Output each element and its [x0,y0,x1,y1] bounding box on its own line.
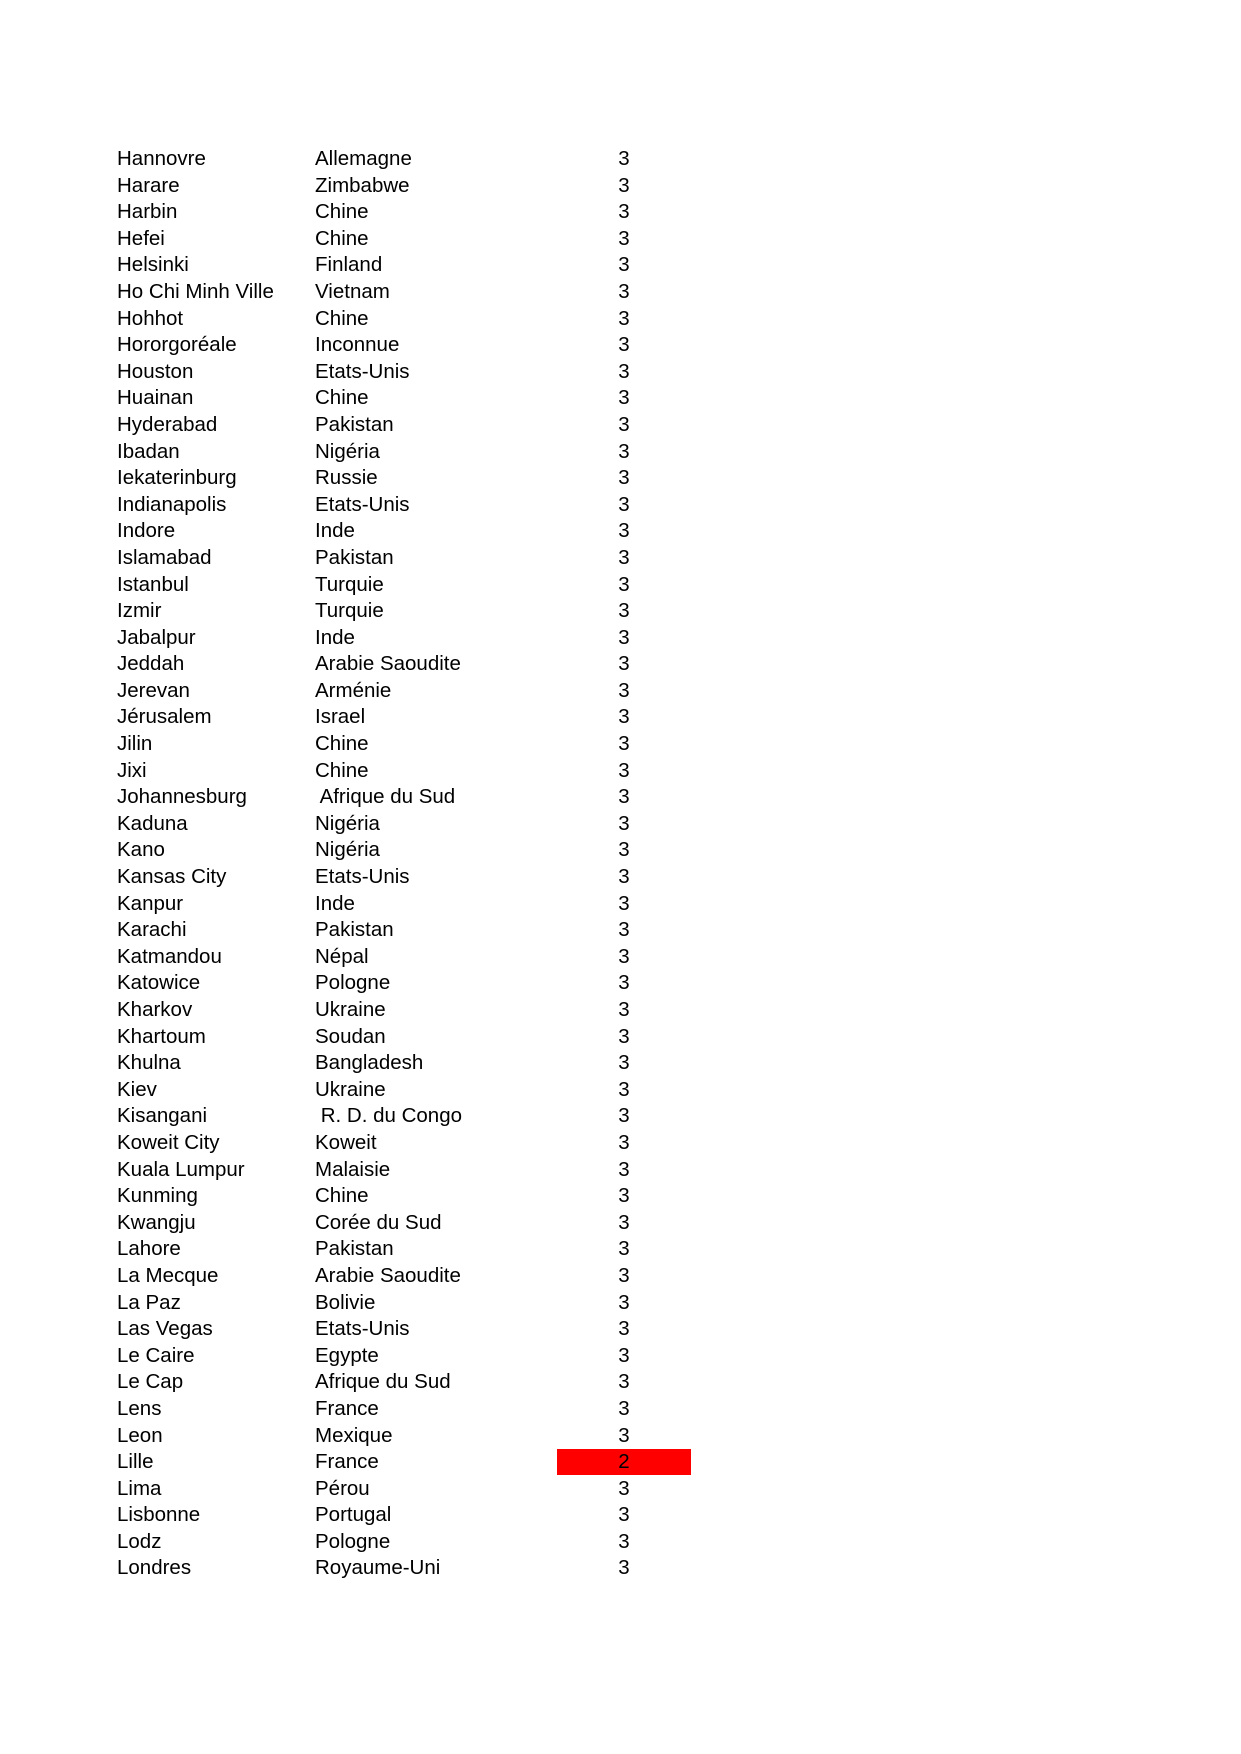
city-cell: Hohhot [117,306,184,330]
table-row [117,891,697,918]
country-cell: Pérou [315,1476,370,1500]
value-cell: 3 [618,1290,630,1314]
city-cell: Ibadan [117,439,180,463]
value-cell: 3 [618,519,630,543]
table-row [117,970,697,997]
country-cell: Vietnam [315,279,390,303]
country-cell: Chine [315,1184,369,1208]
country-cell: Inconnue [315,333,400,357]
table-row [117,1369,697,1396]
table-row [117,598,697,625]
value-cell: 3 [618,918,630,942]
value-cell: 3 [618,279,630,303]
city-cell: Kanpur [117,891,184,915]
city-cell: Las Vegas [117,1317,213,1341]
country-cell: Chine [315,226,369,250]
country-cell: Russie [315,466,378,490]
city-cell: Hannovre [117,147,206,170]
city-cell: Jérusalem [117,705,212,729]
table-row [117,758,697,785]
value-cell: 3 [618,678,630,702]
city-cell: Harare [117,173,180,197]
table-row [117,1077,697,1104]
country-cell: Soudan [315,1024,386,1048]
city-cell: Khulna [117,1051,181,1075]
table-row [117,545,697,572]
country-cell: Turquie [315,599,384,623]
value-cell: 3 [618,1157,630,1181]
value-cell: 3 [618,1343,630,1367]
city-cell: Lahore [117,1237,181,1261]
value-cell: 3 [618,652,630,676]
country-cell: Zimbabwe [315,173,410,197]
value-cell: 3 [618,625,630,649]
value-cell: 3 [618,359,630,383]
table-row [117,1130,697,1157]
table-row [117,651,697,678]
city-cell: Lima [117,1476,162,1500]
city-cell: Huainan [117,386,194,410]
city-cell: Lille [117,1450,154,1474]
value-cell: 3 [618,226,630,250]
table-row [117,385,697,412]
table-row [117,439,697,466]
country-cell: Turquie [315,572,384,596]
country-cell: Etats-Unis [315,492,410,516]
table-row [117,1529,697,1556]
country-cell: Pakistan [315,545,394,569]
table-row [117,1263,697,1290]
table-row [117,359,697,386]
value-cell: 3 [618,200,630,224]
city-cell: Jabalpur [117,625,196,649]
city-cell: Johannesburg [117,785,247,809]
city-cell: Indore [117,519,176,543]
table-row [117,1050,697,1077]
table-row [117,1423,697,1450]
city-cell: Kiev [117,1077,157,1101]
value-cell: 3 [618,1556,630,1580]
country-cell: Pakistan [315,918,394,942]
table-row [117,146,697,173]
value-cell: 3 [618,1024,630,1048]
table-row [117,306,697,333]
country-cell: Bolivie [315,1290,376,1314]
country-cell: Malaisie [315,1157,391,1181]
value-cell: 3 [618,865,630,889]
value-cell: 3 [618,1237,630,1261]
country-cell: Nigéria [315,838,380,862]
table-row [117,625,697,652]
value-cell: 3 [618,333,630,357]
country-cell: Egypte [315,1343,379,1367]
table-row [117,572,697,599]
country-cell: Népal [315,944,369,968]
value-cell: 3 [618,253,630,277]
country-cell: Inde [315,519,355,543]
value-cell: 3 [618,971,630,995]
country-cell: Pologne [315,1529,391,1553]
table-row [117,1343,697,1370]
table-row [117,837,697,864]
table-row [117,1236,697,1263]
value-cell: 3 [618,386,630,410]
country-cell: Etats-Unis [315,865,410,889]
country-cell: Ukraine [315,1077,386,1101]
city-cell: Kuala Lumpur [117,1157,245,1181]
table-row [117,1449,697,1476]
country-cell: Finland [315,253,383,277]
table-row [117,864,697,891]
table-row [117,252,697,279]
city-cell: Kaduna [117,811,188,835]
city-cell: Hororgoréale [117,333,237,357]
city-cell: Izmir [117,599,162,623]
city-cell: Kharkov [117,998,193,1021]
city-cell: Islamabad [117,545,212,569]
table-row [117,492,697,519]
table-row [117,1476,697,1503]
table-row [117,917,697,944]
country-cell: Pakistan [315,412,394,436]
table-row [117,332,697,359]
country-cell: Chine [315,386,369,410]
city-cell: Jeddah [117,652,185,676]
city-cell: Jixi [117,758,147,782]
city-cell: Indianapolis [117,492,227,516]
country-cell: Inde [315,891,355,915]
city-cell: Lisbonne [117,1503,201,1527]
country-cell: France [315,1396,379,1420]
value-cell: 3 [618,545,630,569]
value-cell: 3 [618,944,630,968]
table-row [117,1555,697,1582]
table-row [117,997,697,1024]
country-cell: Pologne [315,971,391,995]
city-cell: Ho Chi Minh Ville [117,279,274,303]
city-cell: Le Caire [117,1343,195,1367]
table-row [117,1183,697,1210]
value-cell: 3 [618,891,630,915]
table-row [117,465,697,492]
value-cell: 3 [618,1051,630,1075]
city-cell: Katmandou [117,944,222,968]
city-cell: Kisangani [117,1104,208,1128]
country-cell: Etats-Unis [315,1317,410,1341]
value-cell: 3 [618,466,630,490]
value-cell: 3 [618,572,630,596]
country-cell: Israel [315,705,366,729]
value-cell: 3 [618,1396,630,1420]
value-cell: 3 [618,599,630,623]
city-cell: Jerevan [117,678,190,702]
table-row [117,811,697,838]
country-cell: Pakistan [315,1237,394,1261]
city-cell: La Mecque [117,1263,219,1287]
value-cell: 3 [618,306,630,330]
country-cell: Arménie [315,678,392,702]
country-cell: Nigéria [315,439,380,463]
city-cell: Le Cap [117,1370,184,1394]
city-cell: Houston [117,359,194,383]
value-cell-highlighted: 2 [557,1449,691,1475]
table-row [117,199,697,226]
country-cell: Afrique du Sud [315,1370,451,1394]
country-cell: Allemagne [315,147,412,170]
value-cell: 3 [618,1104,630,1128]
country-cell: Arabie Saoudite [315,652,461,676]
country-cell: Koweit [315,1130,377,1154]
value-cell: 3 [618,1529,630,1553]
table-row [117,784,697,811]
value-cell: 3 [618,1263,630,1287]
table-row [117,518,697,545]
country-cell: Chine [315,732,369,756]
city-cell: Helsinki [117,253,189,277]
table-row [117,1290,697,1317]
value-cell: 3 [618,439,630,463]
value-cell: 3 [618,412,630,436]
city-cell: Leon [117,1423,163,1447]
table-row [117,944,697,971]
value-cell: 3 [618,492,630,516]
city-table [117,146,697,1582]
country-cell: Royaume-Uni [315,1556,441,1580]
city-cell: Kansas City [117,865,227,889]
value-cell: 3 [618,998,630,1021]
city-cell: Londres [117,1556,192,1580]
city-cell: Istanbul [117,572,189,596]
city-cell: Lens [117,1396,162,1420]
table-row [117,704,697,731]
country-cell: Bangladesh [315,1051,424,1075]
country-cell: Portugal [315,1503,392,1527]
city-cell: Iekaterinburg [117,466,237,490]
table-row [117,1157,697,1184]
country-cell: Etats-Unis [315,359,410,383]
city-cell: La Paz [117,1290,181,1314]
country-cell: Mexique [315,1423,393,1447]
value-cell: 3 [618,1210,630,1234]
value-cell: 3 [618,1476,630,1500]
country-cell: Chine [315,758,369,782]
city-cell: Harbin [117,200,178,224]
value-cell: 3 [618,1503,630,1527]
city-cell: Khartoum [117,1024,206,1048]
table-row [117,279,697,306]
value-cell: 3 [618,732,630,756]
table-row [117,1396,697,1423]
table-row [117,173,697,200]
value-cell: 3 [618,785,630,809]
country-cell: R. D. du Congo [315,1104,462,1128]
table-row [117,678,697,705]
table-row [117,1316,697,1343]
table-row [117,226,697,253]
value-cell: 3 [618,838,630,862]
country-cell: France [315,1450,379,1474]
city-cell: Kwangju [117,1210,196,1234]
country-cell: Corée du Sud [315,1210,442,1234]
country-cell: Nigéria [315,811,380,835]
country-cell: Chine [315,306,369,330]
table-row [117,731,697,758]
table-row [117,1103,697,1130]
country-cell: Arabie Saoudite [315,1263,461,1287]
value-cell: 3 [618,811,630,835]
city-cell: Koweit City [117,1130,220,1154]
value-cell: 3 [618,705,630,729]
table-row [117,1024,697,1051]
city-cell: Jilin [117,732,153,756]
value-cell: 3 [618,1423,630,1447]
country-cell: Afrique du Sud [315,785,456,809]
value-cell: 3 [618,758,630,782]
city-cell: Hefei [117,226,165,250]
city-cell: Lodz [117,1529,162,1553]
value-cell: 3 [618,1077,630,1101]
value-cell: 3 [618,147,630,170]
city-cell: Hyderabad [117,412,218,436]
city-cell: Karachi [117,918,187,942]
table-row [117,1210,697,1237]
city-cell: Kano [117,838,165,862]
country-cell: Ukraine [315,998,386,1021]
value-cell: 3 [618,1370,630,1394]
table-row [117,1502,697,1529]
city-cell: Katowice [117,971,201,995]
value-cell: 3 [618,1317,630,1341]
value-cell: 3 [618,1130,630,1154]
country-cell: Inde [315,625,355,649]
table-row [117,412,697,439]
value-cell: 3 [618,1184,630,1208]
value-cell: 3 [618,173,630,197]
country-cell: Chine [315,200,369,224]
city-cell: Kunming [117,1184,198,1208]
